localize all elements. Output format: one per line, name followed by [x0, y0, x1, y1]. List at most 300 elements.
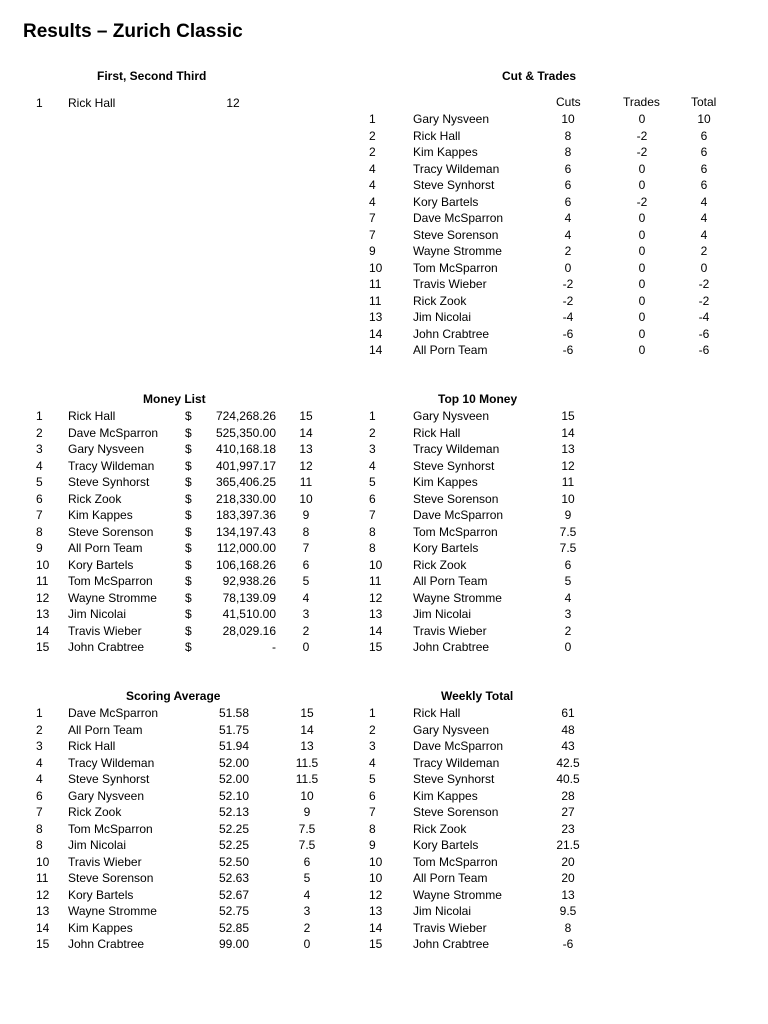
cell-points: 15	[300, 706, 314, 720]
cell-rank: 2	[36, 722, 43, 737]
cell-value: 2	[564, 623, 572, 638]
cell-value: 8	[564, 920, 572, 935]
cell-total: -6	[698, 343, 710, 357]
cell-rank: 6	[36, 491, 43, 506]
cell-total: 4	[700, 211, 708, 225]
cell-name: Tracy Wildeman	[413, 755, 500, 770]
cell-rank: 6	[369, 491, 376, 506]
cell-amount: 365,406.25	[215, 475, 276, 489]
cell-name: Steve Sorenson	[68, 871, 154, 885]
cell-rank: 14	[36, 920, 50, 935]
cell-name: Rick Zook	[68, 491, 122, 506]
cell-cuts: -6	[562, 343, 574, 357]
cell-rank: 15	[369, 640, 383, 654]
cell-total: 6	[700, 178, 708, 192]
cell-currency: $	[185, 623, 192, 638]
cell-rank: 9	[369, 838, 376, 852]
table-row	[0, 936, 768, 953]
cell-value: 23	[561, 821, 575, 836]
cell-points: 9	[302, 508, 310, 522]
cell-rank: 12	[369, 590, 383, 605]
cell-rank: 4	[36, 755, 43, 770]
cell-rank: 9	[36, 541, 43, 555]
cell-rank: 1	[369, 706, 376, 720]
cell-rank: 4	[36, 772, 43, 786]
cell-rank: 8	[36, 821, 43, 836]
table-row	[0, 276, 768, 293]
cell-name: Gary Nysveen	[413, 409, 490, 423]
cell-name: Steve Synhorst	[413, 178, 495, 192]
cell-name: Jim Nicolai	[68, 607, 127, 621]
cell-cuts: 0	[564, 260, 572, 275]
col-cuts-header: Cuts	[556, 95, 581, 109]
cell-currency: $	[185, 574, 192, 588]
cell-amount: 41,510.00	[222, 607, 276, 621]
cell-name: Wayne Stromme	[413, 887, 502, 902]
cell-points: 12	[299, 458, 313, 473]
cell-name: Gary Nysveen	[68, 442, 145, 456]
cell-name: Tom McSparron	[68, 574, 153, 588]
cell-value: 15	[561, 409, 575, 423]
cell-rank: 13	[369, 310, 383, 324]
cell-name: Dave McSparron	[413, 739, 504, 753]
cell-name: Kory Bartels	[413, 838, 479, 852]
cell-rank: 1	[36, 409, 43, 423]
table-row	[0, 788, 768, 805]
cell-rank: 7	[36, 805, 43, 819]
cell-currency: $	[185, 491, 192, 506]
cell-name: Kory Bartels	[68, 557, 134, 572]
table-row	[0, 755, 768, 772]
table-row	[0, 95, 768, 112]
cell-name: Wayne Stromme	[68, 590, 157, 605]
table-row	[0, 474, 768, 491]
cell-avg: 52.75	[218, 904, 249, 918]
cell-name: Dave McSparron	[413, 508, 504, 522]
scoring-average-heading: Scoring Average	[126, 689, 221, 703]
cell-trades: 0	[638, 326, 646, 341]
money-list-heading: Money List	[143, 392, 206, 406]
cell-rank: 10	[369, 871, 383, 885]
first-second-third-heading: First, Second Third	[97, 69, 207, 83]
table-row	[0, 837, 768, 854]
cell-name: John Crabtree	[413, 640, 490, 654]
cell-points: 11.5	[295, 755, 319, 770]
cell-name: Jim Nicolai	[413, 607, 472, 621]
table-row	[0, 408, 768, 425]
cell-rank: 9	[369, 244, 376, 258]
cell-name: Gary Nysveen	[68, 788, 145, 803]
cell-rank: 11	[369, 293, 382, 308]
cell-name: Tracy Wildeman	[68, 458, 155, 473]
cell-points: 5	[302, 574, 310, 588]
cell-points: 8	[302, 524, 310, 539]
table-row	[0, 705, 768, 722]
cell-amount: 112,000.00	[216, 541, 276, 555]
cell-points: 5	[303, 871, 311, 885]
cell-name: Jim Nicolai	[68, 838, 127, 852]
cell-rank: 5	[369, 772, 376, 786]
table-row	[0, 524, 768, 541]
cell-total: -4	[698, 310, 710, 324]
cell-name: Rick Zook	[68, 805, 122, 819]
cell-avg: 51.75	[218, 722, 249, 737]
cell-rank: 15	[36, 640, 50, 654]
cell-total: 4	[700, 194, 708, 209]
cell-name: Wayne Stromme	[413, 244, 502, 258]
cell-points: 10	[300, 788, 314, 803]
cell-rank: 4	[369, 161, 376, 176]
cell-value: 9.5	[559, 904, 577, 918]
cell-avg: 52.00	[218, 772, 249, 786]
cell-currency: $	[185, 475, 192, 489]
table-row	[0, 227, 768, 244]
cell-trades: 0	[638, 211, 646, 225]
cell-cuts: 6	[564, 161, 572, 176]
cell-rank: 11	[36, 871, 49, 885]
cell-points: 15	[299, 409, 313, 423]
cell-name: Rick Hall	[413, 425, 461, 440]
cell-rank: 14	[369, 920, 383, 935]
table-row	[0, 771, 768, 788]
cell-total: 6	[700, 145, 708, 159]
cell-cuts: 6	[564, 178, 572, 192]
cell-value: 13	[561, 887, 575, 902]
cell-amount: 28,029.16	[222, 623, 276, 638]
cell-value: 48	[561, 722, 575, 737]
cell-trades: 0	[638, 343, 646, 357]
cell-amount: -	[272, 640, 276, 654]
cell-value: 42.5	[556, 755, 580, 770]
cell-name: Gary Nysveen	[413, 112, 490, 126]
cell-value: 7.5	[559, 541, 577, 555]
table-row	[0, 920, 768, 937]
cell-name: Travis Wieber	[413, 623, 487, 638]
cell-rank: 12	[36, 887, 50, 902]
cell-points: 10	[299, 491, 313, 506]
cell-rank: 10	[36, 557, 50, 572]
cell-rank: 2	[369, 128, 376, 143]
cell-rank: 3	[369, 739, 376, 753]
cell-amount: 134,197.43	[215, 524, 276, 539]
cell-name: All Porn Team	[68, 722, 143, 737]
cell-rank: 10	[369, 557, 383, 572]
cell-currency: $	[185, 442, 192, 456]
cell-rank: 2	[369, 425, 376, 440]
top10-money-heading: Top 10 Money	[438, 392, 518, 406]
cell-rank: 14	[369, 326, 383, 341]
cell-rank: 3	[36, 739, 43, 753]
cell-name: Rick Hall	[68, 739, 116, 753]
cell-name: Kim Kappes	[413, 475, 478, 489]
cell-value: 43	[561, 739, 575, 753]
cell-name: Rick Zook	[413, 557, 467, 572]
cell-trades: 0	[638, 310, 646, 324]
cell-value: 10	[561, 491, 575, 506]
cell-avg: 52.85	[218, 920, 249, 935]
cell-name: Rick Hall	[68, 409, 116, 423]
cell-total: 10	[697, 112, 711, 126]
cell-points: 2	[302, 623, 310, 638]
cell-rank: 3	[369, 442, 376, 456]
cell-name: Rick Hall	[413, 706, 461, 720]
cell-rank: 8	[369, 821, 376, 836]
table-row	[0, 309, 768, 326]
cell-rank: 8	[369, 524, 376, 539]
cell-avg: 52.00	[218, 755, 249, 770]
cell-amount: 218,330.00	[215, 491, 276, 506]
cell-name: Tracy Wildeman	[413, 442, 500, 456]
table-row	[0, 722, 768, 739]
cell-rank: 2	[369, 145, 376, 159]
cell-rank: 7	[369, 227, 376, 242]
table-row	[0, 804, 768, 821]
cell-cuts: -4	[562, 310, 574, 324]
table-row	[0, 639, 768, 656]
cell-value: 6	[564, 557, 572, 572]
cell-name: Kim Kappes	[68, 920, 133, 935]
cell-currency: $	[185, 541, 192, 555]
cell-name: Steve Synhorst	[68, 475, 150, 489]
cell-name: Tom McSparron	[413, 524, 498, 539]
cell-rank: 12	[369, 887, 383, 902]
cell-rank: 7	[369, 508, 376, 522]
cell-avg: 52.63	[218, 871, 249, 885]
cell-value: 13	[561, 442, 575, 456]
table-row	[0, 243, 768, 260]
cell-avg: 52.25	[218, 838, 249, 852]
cell-name: Steve Sorenson	[413, 491, 499, 506]
table-row	[0, 606, 768, 623]
table-row	[0, 326, 768, 343]
cell-name: Kory Bartels	[68, 887, 134, 902]
cell-amount: 724,268.26	[215, 409, 276, 423]
table-row	[0, 623, 768, 640]
cell-name: Rick Hall	[68, 96, 116, 110]
table-row	[0, 870, 768, 887]
cell-value: -6	[562, 937, 574, 951]
cell-name: Dave McSparron	[68, 706, 159, 720]
table-row	[0, 540, 768, 557]
cell-rank: 15	[369, 937, 383, 951]
cell-name: Rick Hall	[413, 128, 461, 143]
cell-rank: 11	[36, 574, 49, 588]
cell-name: John Crabtree	[413, 937, 490, 951]
cell-rank: 5	[369, 475, 376, 489]
cell-amount: 106,168.26	[215, 557, 276, 572]
table-row	[0, 194, 768, 211]
table-row	[0, 821, 768, 838]
cell-rank: 7	[369, 211, 376, 225]
cell-rank: 13	[369, 607, 383, 621]
cell-value: 21.5	[556, 838, 580, 852]
table-row	[0, 854, 768, 871]
cell-cuts: 4	[564, 227, 572, 242]
cell-name: Jim Nicolai	[413, 904, 472, 918]
cell-name: Steve Synhorst	[68, 772, 150, 786]
cell-name: All Porn Team	[413, 343, 488, 357]
cell-currency: $	[185, 409, 192, 423]
cell-name: John Crabtree	[68, 937, 145, 951]
cell-currency: $	[185, 557, 192, 572]
cell-name: Travis Wieber	[68, 854, 142, 869]
cell-points: 3	[303, 904, 311, 918]
cell-rank: 10	[369, 854, 383, 869]
cell-rank: 13	[369, 904, 383, 918]
cell-value: 40.5	[556, 772, 580, 786]
cell-name: Kim Kappes	[413, 145, 478, 159]
cell-amount: 525,350.00	[215, 425, 276, 440]
cell-name: John Crabtree	[68, 640, 145, 654]
cell-value: 3	[564, 607, 572, 621]
cell-name: John Crabtree	[413, 326, 490, 341]
cell-name: Gary Nysveen	[413, 722, 490, 737]
cell-total: 6	[700, 128, 708, 143]
cell-currency: $	[185, 590, 192, 605]
cell-name: Kim Kappes	[413, 788, 478, 803]
cell-cuts: 6	[564, 194, 572, 209]
cell-points: 13	[300, 739, 314, 753]
cell-value: 9	[564, 508, 572, 522]
cell-currency: $	[185, 508, 192, 522]
cell-avg: 51.58	[218, 706, 249, 720]
cell-rank: 15	[36, 937, 50, 951]
cut-trades-heading: Cut & Trades	[502, 69, 577, 83]
cell-name: Travis Wieber	[413, 920, 487, 935]
cell-value: 27	[561, 805, 575, 819]
cell-name: Travis Wieber	[413, 277, 487, 291]
cell-currency: $	[185, 458, 192, 473]
cell-value: 20	[561, 854, 575, 869]
cell-avg: 51.94	[218, 739, 249, 753]
cell-total: 0	[700, 260, 708, 275]
cell-rank: 13	[36, 607, 50, 621]
cell-trades: 0	[638, 112, 646, 126]
cell-points: 4	[303, 887, 311, 902]
table-row	[0, 161, 768, 178]
table-row	[0, 887, 768, 904]
cell-points: 14	[300, 722, 314, 737]
cell-trades: -2	[636, 128, 648, 143]
table-row	[0, 491, 768, 508]
cell-name: Jim Nicolai	[413, 310, 472, 324]
cell-trades: 0	[638, 277, 646, 291]
cell-name: All Porn Team	[413, 574, 488, 588]
cell-name: Steve Sorenson	[68, 524, 154, 539]
cell-points: 4	[302, 590, 310, 605]
cell-points: 6	[302, 557, 310, 572]
table-row	[0, 425, 768, 442]
cell-name: Steve Synhorst	[413, 458, 495, 473]
cell-cuts: -2	[562, 293, 574, 308]
cell-trades: 0	[638, 227, 646, 242]
cell-rank: 14	[36, 623, 50, 638]
cell-value: 14	[561, 425, 575, 440]
cell-value: 7.5	[559, 524, 577, 539]
cell-rank: 5	[36, 475, 43, 489]
cell-name: Wayne Stromme	[413, 590, 502, 605]
cell-rank: 4	[36, 458, 43, 473]
cell-rank: 1	[36, 706, 43, 720]
cell-avg: 52.13	[218, 805, 249, 819]
cell-rank: 6	[369, 788, 376, 803]
cell-cuts: 8	[564, 128, 572, 143]
cell-points: 2	[303, 920, 311, 935]
cell-trades: 0	[638, 293, 646, 308]
cell-rank: 8	[36, 838, 43, 852]
cell-rank: 4	[369, 194, 376, 209]
cell-amount: 92,938.26	[222, 574, 276, 588]
cell-rank: 4	[369, 755, 376, 770]
cell-points: 7	[302, 541, 310, 555]
table-row	[0, 738, 768, 755]
cell-total: -2	[698, 293, 710, 308]
cell-points: 14	[299, 425, 313, 440]
cell-rank: 8	[369, 541, 376, 555]
cell-rank: 7	[369, 805, 376, 819]
cell-name: Wayne Stromme	[68, 904, 157, 918]
table-row	[0, 293, 768, 310]
cell-rank: 2	[36, 425, 43, 440]
cell-name: Steve Synhorst	[413, 772, 495, 786]
cell-points: 0	[302, 640, 310, 654]
cell-trades: 0	[638, 161, 646, 176]
cell-name: Rick Zook	[413, 293, 467, 308]
cell-avg: 52.10	[218, 788, 249, 803]
cell-rank: 3	[36, 442, 43, 456]
table-row	[0, 441, 768, 458]
cell-value: 4	[564, 590, 572, 605]
cell-total: -2	[698, 277, 710, 291]
cell-rank: 12	[36, 590, 50, 605]
cell-points: 7.5	[298, 821, 316, 836]
cell-amount: 410,168.18	[215, 442, 276, 456]
cell-name: Tom McSparron	[413, 260, 498, 275]
cell-rank: 10	[369, 260, 383, 275]
cell-name: Tracy Wildeman	[68, 755, 155, 770]
cell-points: 11	[299, 475, 313, 489]
cell-value: 0	[564, 640, 572, 654]
cell-cuts: 8	[564, 145, 572, 159]
cell-rank: 1	[36, 96, 43, 110]
cell-points: 9	[303, 805, 311, 819]
cell-currency: $	[185, 425, 192, 440]
cell-rank: 11	[369, 277, 382, 291]
cell-name: All Porn Team	[413, 871, 488, 885]
cell-name: Tracy Wildeman	[413, 161, 500, 176]
table-row	[0, 458, 768, 475]
cell-name: All Porn Team	[68, 541, 143, 555]
cell-avg: 52.67	[218, 887, 249, 902]
cell-rank: 8	[36, 524, 43, 539]
cell-value: 28	[561, 788, 575, 803]
page-title: Results – Zurich Classic	[23, 21, 243, 42]
table-row	[0, 590, 768, 607]
cell-trades: -2	[636, 194, 648, 209]
cell-name: Tom McSparron	[68, 821, 153, 836]
cell-rank: 4	[369, 178, 376, 192]
cell-currency: $	[185, 640, 192, 654]
table-row	[0, 903, 768, 920]
cell-points: 11.5	[295, 772, 319, 786]
cell-value: 12	[226, 96, 240, 110]
cell-name: Steve Sorenson	[413, 805, 499, 819]
cell-avg: 52.50	[218, 854, 249, 869]
cell-name: Travis Wieber	[68, 623, 142, 638]
cell-rank: 4	[369, 458, 376, 473]
cell-cuts: 10	[561, 112, 575, 126]
cell-currency: $	[185, 607, 192, 621]
